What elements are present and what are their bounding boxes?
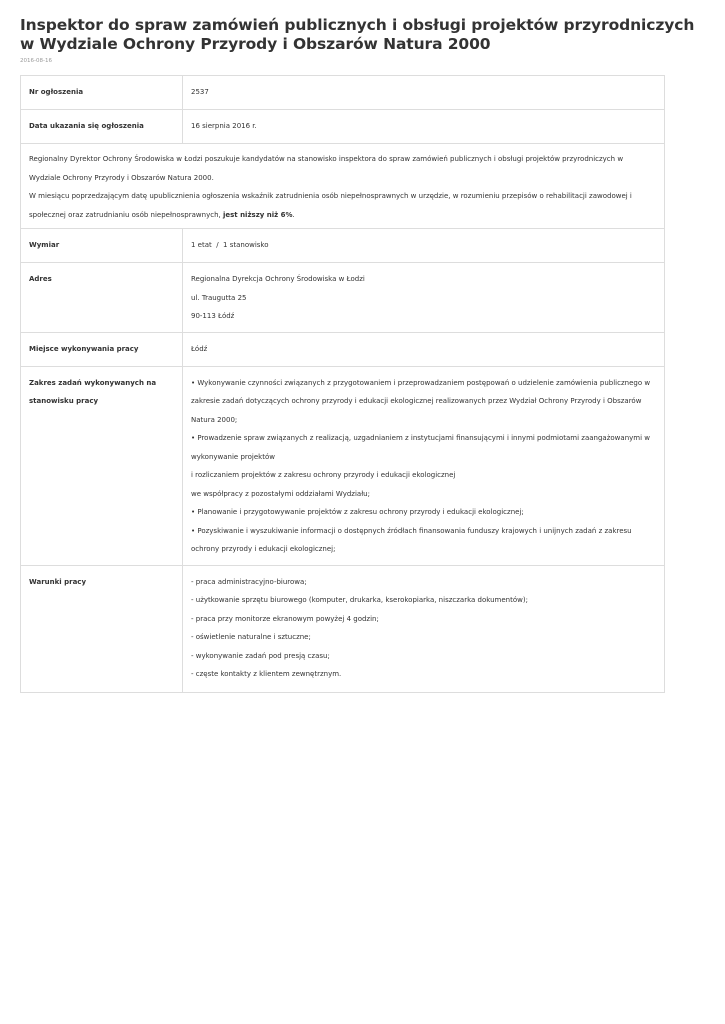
disability-notice [29,187,656,224]
disability-notice-bold: jest niższy niż 6% [222,210,293,219]
adres-label: Adres [21,263,183,333]
condition-item: - praca administracyjno-biurowa; [191,577,307,586]
wymiar-label: Wymiar [21,229,183,263]
disability-notice-end: . [292,210,295,219]
table-row [21,229,665,263]
table-row [21,565,665,692]
posting-date: 2016-08-16 [20,58,52,64]
condition-item: - oświetlenie naturalne i sztuczne; [191,633,311,641]
address-line: 90-113 Łódź [191,312,235,320]
intro-cell [21,144,665,229]
miejsce-label: Miejsce wykonywania pracy [21,332,183,366]
table-row [21,263,665,333]
date-label: Data ukazania się ogłoszenia [21,110,183,144]
disability-notice-text: W miesiącu poprzedzającym datę upublicznienia ogłoszenia wskaźnik zatrudnienia osób niepełnosprawnych w urzędzie, w rozumieniu przepisów o rehabilitacji zawodowej i społecznej oraz zatrudnianiu osób niepełnosprawnych, [29,192,632,219]
condition-item: - praca przy monitorze ekranowym powyżej 4 godzin; [191,614,379,623]
table-row [21,76,665,110]
warunki-value [183,565,665,692]
nr-value: 2537 [183,76,665,110]
wymiar-value: 1 etat / 1 stanowisko [183,229,665,263]
adres-value [183,263,665,333]
task-item: we współpracy z pozostałymi oddziałami Wydziału; [191,489,370,498]
condition-item: - częste kontakty z klientem zewnętrznym. [191,670,342,678]
zakres-value [183,366,665,565]
zakres-label: Zakres zadań wykonywanych na stanowisku pracy [21,366,183,565]
task-item: • Prowadzenie spraw związanych z realizacją, uzgadnianiem z instytucjami finansującymi i innymi podmiotami zaangażowanymi w wykonywanie projektów [191,434,650,461]
nr-label: Nr ogłoszenia [21,76,183,110]
address-line: ul. Traugutta 25 [191,293,247,302]
table-row [21,110,665,144]
intro-paragraph: Regionalny Dyrektor Ochrony Środowiska w Łodzi poszukuje kandydatów na stanowisko inspektora do spraw zamówień publicznych i obsługi projektów przyrodniczych w Wydziale Ochrony Przyrody i Obszarów Natura 2000. [29,155,624,182]
miejsce-value: Łódź [183,332,665,366]
details-table [20,75,665,693]
warunki-label: Warunki pracy [21,565,183,692]
table-row [21,144,665,229]
condition-item: - użytkowanie sprzętu biurowego (komputer, drukarka, kserokopiarka, niszczarka dokumentów); [191,596,528,604]
address-line: Regionalna Dyrekcja Ochrony Środowiska w Łodzi [191,275,365,283]
task-item: • Wykonywanie czynności związanych z przygotowaniem i przeprowadzaniem postępowań o udzielenie zamówienia publicznego w zakresie zadań dotyczących ochrony przyrody i edukacji ekologicznej realizowanych przez Wydział Ochrony Przyrody i Obszarów Natura 2000; [191,378,651,424]
page-title: Inspektor do spraw zamówień publicznych i obsługi projektów przyrodniczych w Wydziale Ochrony Przyrody i Obszarów Natura 2000 [20,16,695,53]
condition-item: - wykonywanie zadań pod presją czasu; [191,651,330,660]
date-value: 16 sierpnia 2016 r. [183,110,665,144]
table-row [21,332,665,366]
task-item: • Pozyskiwanie i wyszukiwanie informacji o dostępnych źródłach finansowania funduszy krajowych i unijnych zadań z zakresu ochrony przyrody i edukacji ekologicznej; [191,526,632,553]
table-row [21,366,665,565]
task-item: • Planowanie i przygotowywanie projektów z zakresu ochrony przyrody i edukacji ekologicznej; [191,508,524,516]
task-item: i rozliczaniem projektów z zakresu ochrony przyrody i edukacji ekologicznej [191,471,456,479]
